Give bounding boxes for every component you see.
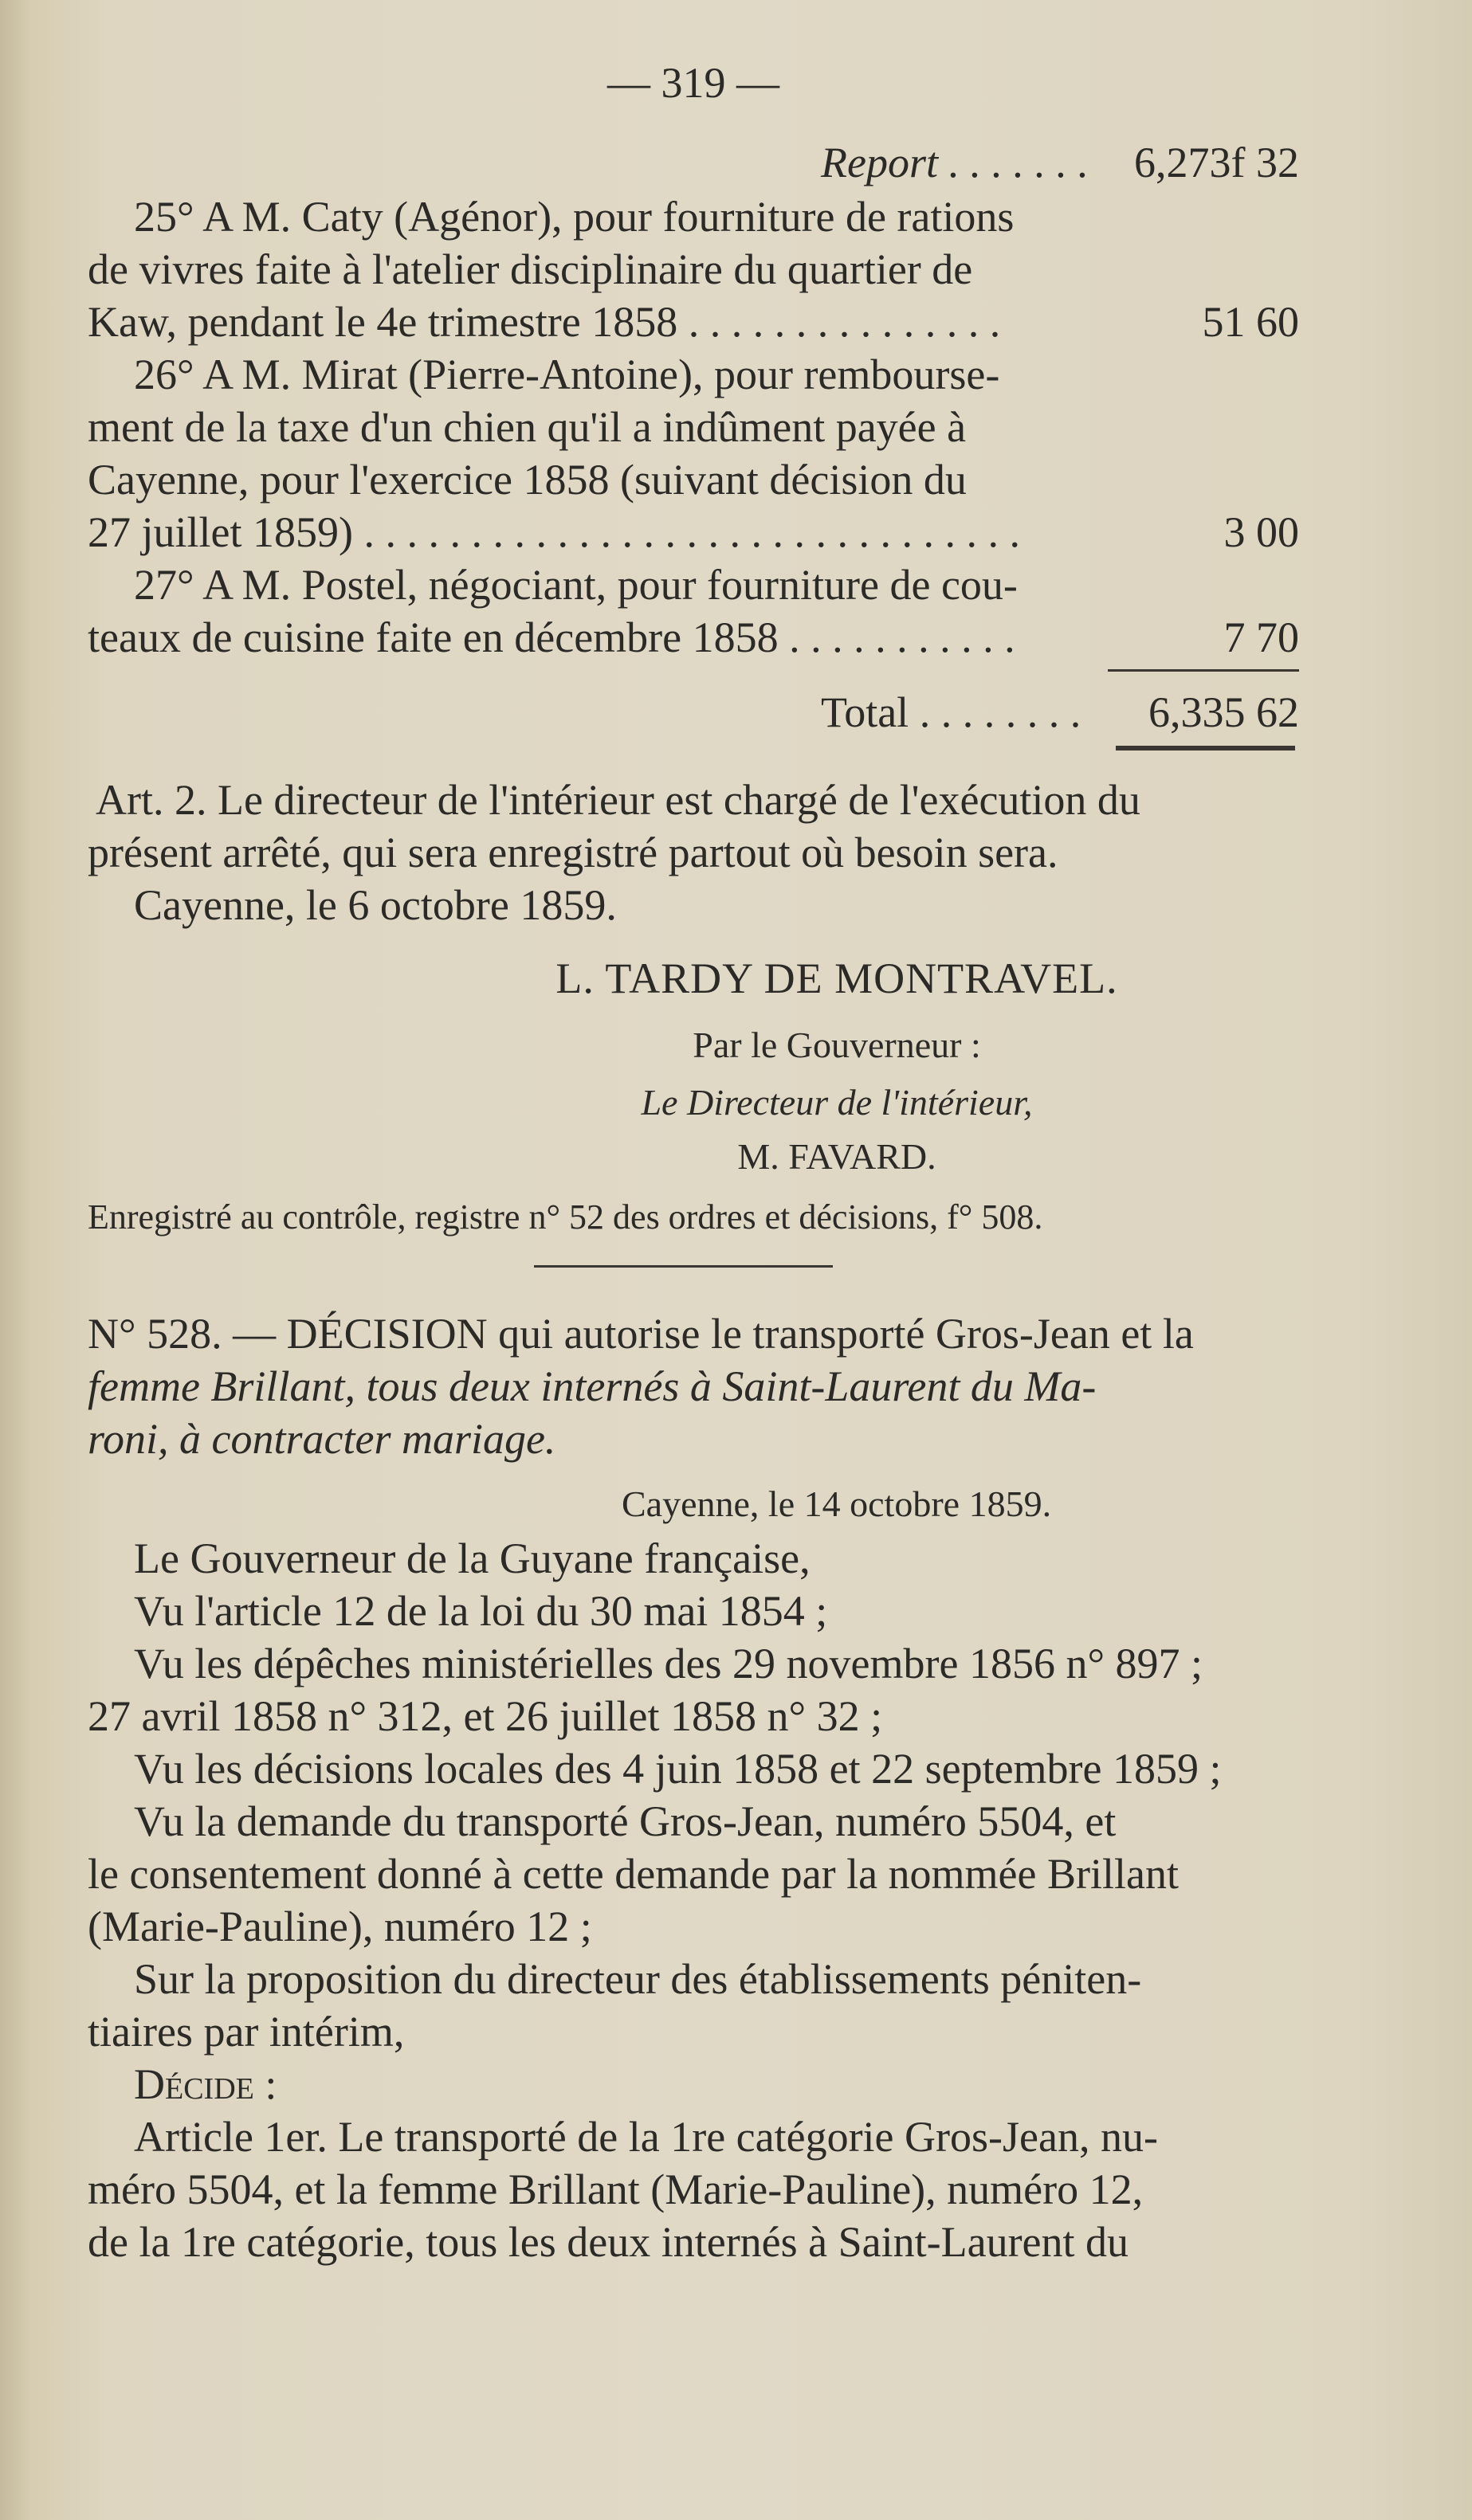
signatory-name: L. TARDY DE MONTRAVEL. xyxy=(555,954,1118,1002)
body-line-13: méro 5504, et la femme Brillant (Marie-Pauline), numéro 12, xyxy=(88,2165,1144,2213)
registration-note: Enregistré au contrôle, registre n° 52 des ordres et décisions, f° 508. xyxy=(88,1197,1043,1236)
total-label: Total . . . . . . . . xyxy=(821,688,1081,736)
place-date: Cayenne, le 6 octobre 1859. xyxy=(134,881,617,929)
item-25-text: Kaw, pendant le 4e trimestre 1858 . . . . . . . . . . . . . . . xyxy=(88,298,1001,346)
article-2-line-1: Art. 2. Le directeur de l'intérieur est chargé de l'exécution du xyxy=(96,776,1140,824)
body-line-7: le consentement donné à cette demande par la nommée Brillant xyxy=(88,1850,1179,1898)
section-divider xyxy=(534,1265,833,1268)
body-line-8: (Marie-Pauline), numéro 12 ; xyxy=(88,1903,592,1950)
item-27-text: teaux de cuisine faite en décembre 1858 . . . . . . . . . . . xyxy=(88,613,1015,661)
total-rule-top xyxy=(1108,669,1299,672)
decision-heading-line-3: roni, à contracter mariage. xyxy=(88,1415,556,1463)
item-26-line-1: 26° A M. Mirat (Pierre-Antoine), pour rembourse- xyxy=(134,351,1000,398)
decision-heading-line-2: femme Brillant, tous deux internés à Saint-Laurent du Ma- xyxy=(88,1362,1097,1410)
body-line-1: Le Gouverneur de la Guyane française, xyxy=(134,1534,811,1582)
article-2-line-2: présent arrêté, qui sera enregistré partout où besoin sera. xyxy=(88,829,1058,876)
item-26-line-2: ment de la taxe d'un chien qu'il a indûment payée à xyxy=(88,403,967,451)
item-26-amount: 3 00 xyxy=(1223,508,1299,556)
signature-title: Le Directeur de l'intérieur, xyxy=(641,1082,1033,1123)
page-number: — 319 — xyxy=(607,59,779,107)
report-amount: 6,273f 32 xyxy=(1134,139,1299,186)
body-line-4: 27 avril 1858 n° 312, et 26 juillet 1858 n° 32 ; xyxy=(88,1692,883,1740)
item-27-amount: 7 70 xyxy=(1223,613,1299,661)
report-label: Report . . . . . . . xyxy=(821,139,1089,186)
item-25-line-1: 25° A M. Caty (Agénor), pour fourniture de rations xyxy=(134,193,1015,241)
body-line-11: Décide : xyxy=(134,2060,277,2108)
item-26-line-3: Cayenne, pour l'exercice 1858 (suivant décision du xyxy=(88,456,967,504)
item-25-line-2: de vivres faite à l'atelier disciplinaire du quartier de xyxy=(88,245,973,293)
body-line-3: Vu les dépêches ministérielles des 29 novembre 1856 n° 897 ; xyxy=(134,1640,1203,1687)
item-25-amount: 51 60 xyxy=(1202,298,1299,346)
body-line-10: tiaires par intérim, xyxy=(88,2008,405,2056)
body-line-12: Article 1er. Le transporté de la 1re catégorie Gros-Jean, nu- xyxy=(134,2113,1158,2161)
item-27-line-1: 27° A M. Postel, négociant, pour fourniture de cou- xyxy=(134,561,1018,609)
item-26-text: 27 juillet 1859) . . . . . . . . . . . . . . . . . . . . . . . . . . . . . . . xyxy=(88,508,1020,556)
body-line-6: Vu la demande du transporté Gros-Jean, numéro 5504, et xyxy=(134,1797,1117,1845)
signature-by: Par le Gouverneur : xyxy=(693,1025,981,1065)
body-line-9: Sur la proposition du directeur des établissements péniten- xyxy=(134,1955,1142,2003)
body-line-2: Vu l'article 12 de la loi du 30 mai 1854 ; xyxy=(134,1587,828,1635)
total-amount: 6,335 62 xyxy=(1148,688,1299,736)
body-line-14: de la 1re catégorie, tous les deux internés à Saint-Laurent du xyxy=(88,2218,1129,2266)
item-25-line-3 xyxy=(88,296,1299,347)
signature-director: M. FAVARD. xyxy=(737,1136,936,1177)
body-line-5: Vu les décisions locales des 4 juin 1858 et 22 septembre 1859 ; xyxy=(134,1745,1222,1793)
item-26-line-4 xyxy=(88,507,1299,558)
item-27-line-2 xyxy=(88,612,1299,663)
decision-heading-line-1: N° 528. — DÉCISION qui autorise le transporté Gros-Jean et la xyxy=(88,1310,1194,1358)
decision-date: Cayenne, le 14 octobre 1859. xyxy=(622,1483,1052,1524)
total-rule-bottom xyxy=(1116,746,1295,751)
